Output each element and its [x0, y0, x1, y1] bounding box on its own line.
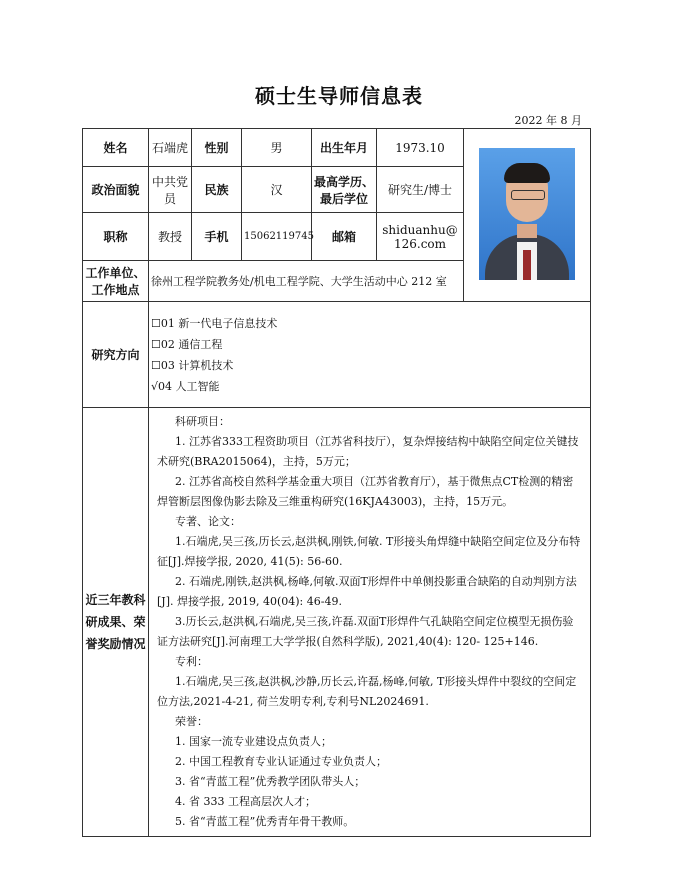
- paper-item: 1.石端虎,吴三孩,历长云,赵洪枫,刚铁,何敏. T形接头角焊缝中缺陷空间定位及分布特征[J].焊接学报, 2020, 41(5): 56-60.: [157, 535, 581, 568]
- ethnic-label: 民族: [192, 167, 242, 213]
- honor-item: 1. 国家一流专业建设点负责人；: [175, 735, 332, 748]
- email-value: shiduanhu@126.com: [377, 213, 464, 261]
- achievements-label: 近三年教科研成果、荣誉奖励情况: [83, 408, 149, 837]
- patent-item: 1.石端虎,吴三孩,赵洪枫,沙静,历长云,许磊,杨峰,何敏, T形接头焊件中裂纹的空间定位方法,2021-4-21, 荷兰发明专利,专利号NL2024691.: [157, 675, 577, 708]
- photo-cell: [464, 129, 591, 302]
- research-item: √04 人工智能: [151, 379, 220, 393]
- portrait-photo: [479, 148, 575, 280]
- gender-value: 男: [242, 129, 312, 167]
- form-date: 2022 年 8 月: [514, 114, 582, 127]
- education-value: 研究生/博士: [377, 167, 464, 213]
- education-label: 最高学历、最后学位: [312, 167, 377, 213]
- ethnic-value: 汉: [242, 167, 312, 213]
- page-title: 硕士生导师信息表: [255, 84, 423, 108]
- honor-item: 5. 省“青蓝工程”优秀青年骨干教师。: [175, 815, 355, 828]
- research-item: ☐02 通信工程: [151, 337, 223, 351]
- name-value: 石端虎: [149, 129, 192, 167]
- email-label: 邮箱: [312, 213, 377, 261]
- research-item: ☐03 计算机技术: [151, 358, 234, 372]
- phone-label: 手机: [192, 213, 242, 261]
- paper-item: 3.历长云,赵洪枫,石端虎,吴三孩,许磊.双面T形焊件气孔缺陷空间定位模型无损伤验证方法研究[J].河南理工大学学报(自然科学版), 2021,40(4): 120- 125+146.: [157, 615, 574, 648]
- honor-item: 3. 省“青蓝工程”优秀教学团队带头人；: [175, 775, 366, 788]
- title-label: 职称: [83, 213, 149, 261]
- political-label: 政治面貌: [83, 167, 149, 213]
- info-table: [82, 128, 591, 837]
- honor-item: 2. 中国工程教育专业认证通过专业负责人；: [175, 755, 387, 768]
- work-label: 工作单位、工作地点: [83, 261, 149, 302]
- achievements-content: [149, 408, 591, 837]
- title-value: 教授: [149, 213, 192, 261]
- political-value: 中共党员: [149, 167, 192, 213]
- gender-label: 性别: [192, 129, 242, 167]
- name-label: 姓名: [83, 129, 149, 167]
- birth-label: 出生年月: [312, 129, 377, 167]
- papers-heading: 专著、论文：: [175, 515, 241, 528]
- project-item: 2. 江苏省高校自然科学基金重大项目（江苏省教育厅），基于微焦点CT检测的精密焊管断层图像伪影去除及三维重构研究(16KJA43003)，主持，15万元。: [157, 475, 574, 508]
- paper-item: 2. 石端虎,刚铁,赵洪枫,杨峰,何敏.双面T形焊件中单侧投影重合缺陷的自动判别方法[J]. 焊接学报, 2019, 40(04): 46-49.: [157, 575, 577, 608]
- phone-value: 15062119745: [242, 213, 312, 261]
- work-value: 徐州工程学院教务处/机电工程学院、大学生活动中心 212 室: [149, 261, 464, 302]
- honor-item: 4. 省 333 工程高层次人才；: [175, 795, 316, 808]
- research-item: ☐01 新一代电子信息技术: [151, 316, 278, 330]
- projects-heading: 科研项目：: [175, 415, 230, 428]
- honors-heading: 荣誉：: [175, 715, 208, 728]
- research-label: 研究方向: [83, 302, 149, 408]
- patents-heading: 专利：: [175, 655, 208, 668]
- research-directions: [149, 302, 591, 408]
- birth-value: 1973.10: [377, 129, 464, 167]
- project-item: 1. 江苏省333工程资助项目（江苏省科技厅），复杂焊接结构中缺陷空间定位关键技术研究(BRA2015064)，主持，5万元；: [157, 435, 579, 468]
